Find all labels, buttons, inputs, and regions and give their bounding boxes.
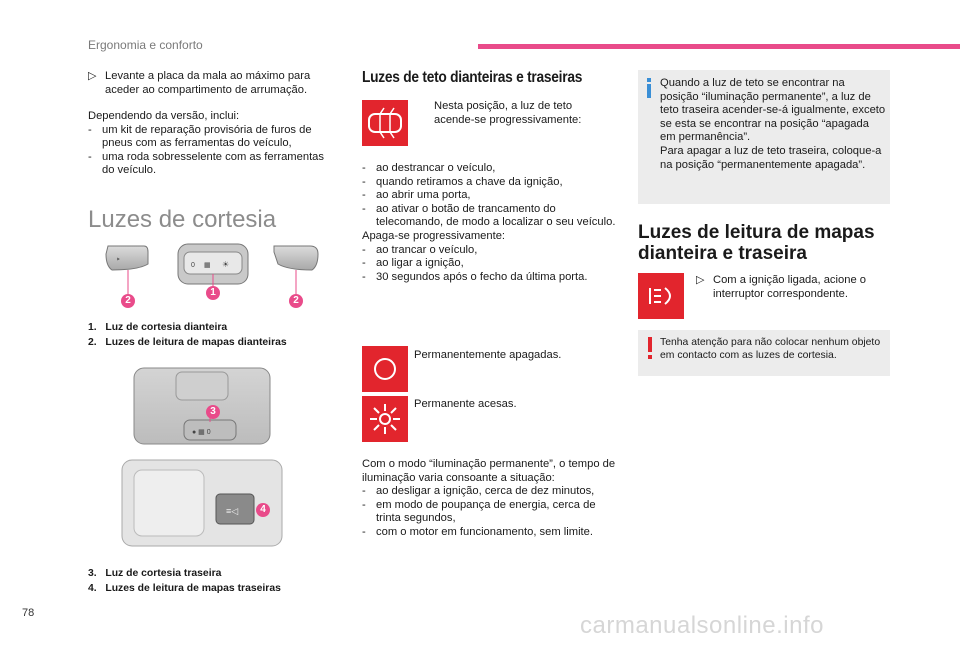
- section-title-ceiling: Luzes de teto dianteiras e traseiras: [362, 69, 583, 86]
- captions-rear: 3. Luz de cortesia traseira 4. Luzes de leitura de mapas traseiras: [88, 568, 281, 594]
- header-accent-bar: [478, 44, 960, 49]
- svg-text:● ▦ 0: ● ▦ 0: [192, 429, 211, 436]
- arrow-bullet-icon: ▷: [696, 274, 705, 286]
- callout-2-left: 2: [121, 294, 135, 308]
- section-header: Ergonomia e conforto: [88, 38, 203, 52]
- svg-text:▦: ▦: [204, 262, 211, 269]
- on-mode-label: Permanente acesas.: [414, 398, 517, 410]
- map-light-icon: [638, 273, 684, 319]
- rear-lights-illustration: [112, 360, 292, 556]
- section-title-map-lights: Luzes de leitura de mapas dianteira e traseira: [638, 222, 875, 264]
- svg-text:≡◁: ≡◁: [226, 506, 239, 516]
- circle-off-icon: [362, 346, 408, 392]
- page-number: 78: [22, 607, 35, 619]
- door-mode-text: Nesta posição, a luz de teto acende-se progressivamente:: [434, 100, 582, 126]
- arrow-bullet-icon: ▷: [88, 70, 97, 82]
- svg-text:0: 0: [191, 262, 195, 269]
- door-mode-list: - ao destrancar o veículo, - quando retiramos a chave da ignição, - ao abrir uma porta, - ao ativar o botão de trancamento do telecomando, de modo a localizar o seu veículo. Apaga-se progressivamente: - ao trancar o veículo, - ao ligar a ignição, - 30 segundos após o fecho da última porta.: [362, 162, 616, 283]
- off-mode-icon: [362, 346, 408, 392]
- watermark: carmanualsonline.info: [580, 612, 824, 639]
- trunk-bullet: ▷ Levante a placa da mala ao máximo para aceder ao compartimento de arrumação.: [88, 70, 311, 96]
- callout-3: 3: [206, 405, 220, 419]
- door-mode-icon: [362, 100, 408, 146]
- on-mode-icon: [362, 396, 408, 442]
- info-box: [638, 70, 890, 204]
- car-door-icon: [362, 100, 408, 146]
- info-icon: [644, 78, 654, 100]
- callout-2-right: 2: [289, 294, 303, 308]
- warning-icon: [645, 337, 655, 361]
- warning-text: Tenha atenção para não colocar nenhum objeto em contacto com as luzes de cortesia.: [660, 337, 881, 361]
- svg-text:☀: ☀: [222, 260, 230, 269]
- callout-1: 1: [206, 286, 220, 300]
- info-text: Quando a luz de teto se encontrar na posição “iluminação permanente”, a luz de teto traseira acender-se-á igualmente, exceto se esta se encontrar na posição “apagada em permanência”.: [660, 77, 886, 144]
- callout-4: 4: [256, 503, 270, 517]
- svg-text:‣: ‣: [116, 255, 121, 264]
- warning-box: [638, 330, 890, 376]
- section-title-courtesy: Luzes de cortesia: [88, 206, 277, 233]
- permanent-mode-text: Com o modo “iluminação permanente”, o tempo de iluminação varia consoante a situação: - ao desligar a ignição, cerca de dez minutos, - em modo de poupança de energia, cerca de trinta segundos, - com o motor em funcionamento, sem limite.: [362, 458, 616, 538]
- sun-on-icon: [362, 396, 408, 442]
- captions-front: 1. Luz de cortesia dianteira 2. Luzes de leitura de mapas dianteiras: [88, 322, 287, 348]
- map-light-icon-box: [638, 273, 684, 319]
- info-text-2: Para apagar a luz de teto traseira, coloque-a na posição “permanentemente apagada”.: [660, 144, 882, 171]
- version-list: Dependendo da versão, inclui: - um kit de reparação provisória de furos de pneus com as ferramentas do veículo, - uma roda sobresselente com as ferramentas do veículo.: [88, 110, 324, 177]
- off-mode-label: Permanentemente apagadas.: [414, 349, 562, 361]
- map-light-bullet: ▷ Com a ignição ligada, acione o interruptor correspondente.: [696, 274, 866, 300]
